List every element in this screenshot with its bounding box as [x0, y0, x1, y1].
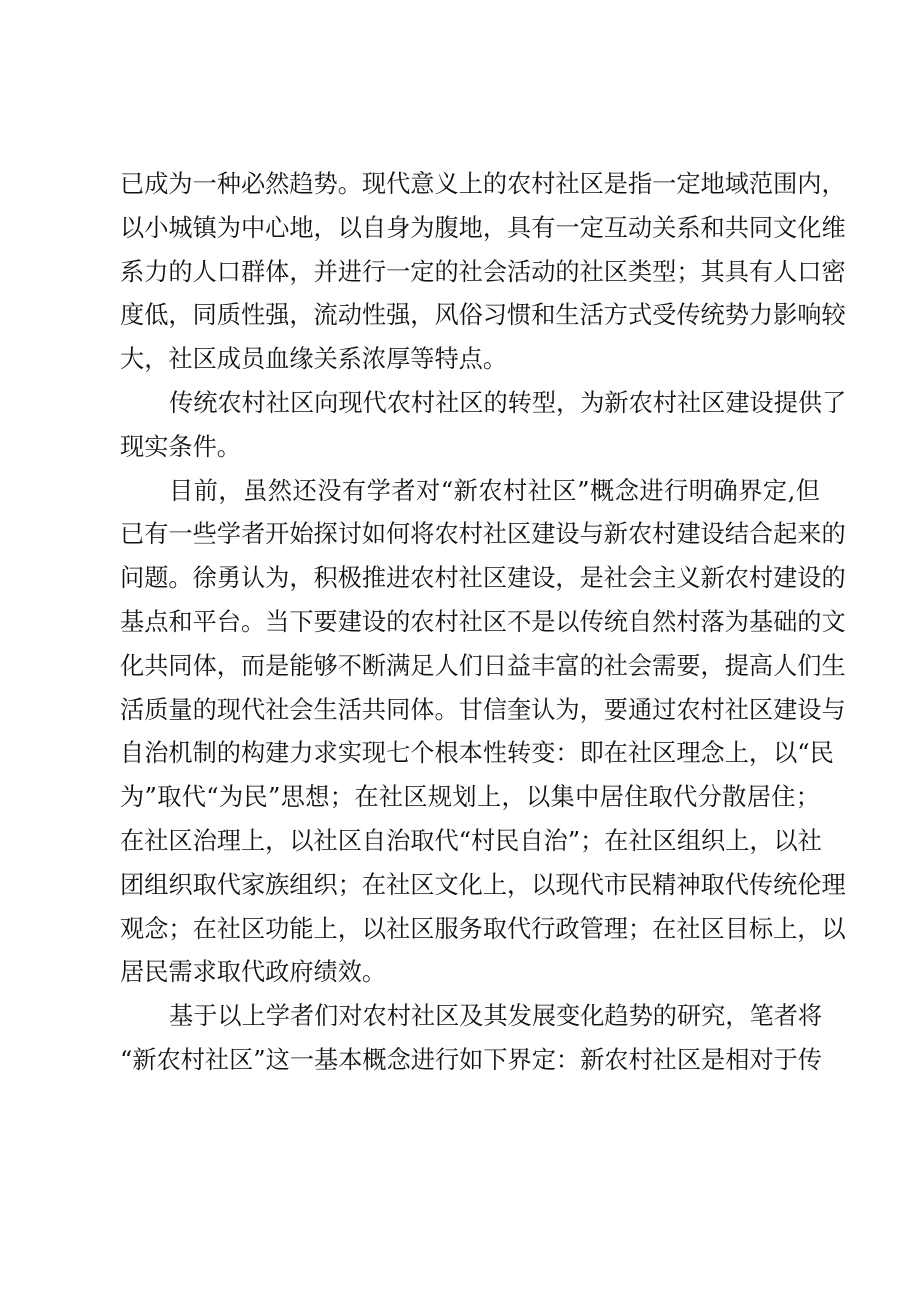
text-line: 化共同体，而是能够不断满足人们日益丰富的社会需要，提高人们生 [120, 651, 846, 680]
text-line: 传统农村社区向现代农村社区的转型，为新农村社区建设提供了 [169, 388, 847, 417]
text-line: 大，社区成员血缘关系浓厚等特点。 [120, 345, 508, 374]
paragraph [120, 470, 846, 996]
text-line: 以小城镇为中心地，以自身为腹地，具有一定互动关系和共同文化维 [120, 213, 846, 242]
text-line: 自治机制的构建力求实现七个根本性转变：即在社区理念上，以“民 [120, 739, 834, 768]
paragraph [120, 995, 823, 1083]
body-text [120, 163, 847, 1083]
text-line: 现实条件。 [120, 432, 241, 461]
text-line: 团组织取代家族组织；在社区文化上，以现代市民精神取代传统伦理 [120, 870, 846, 899]
text-line: 已有一些学者开始探讨如何将农村社区建设与新农村建设结合起来的 [120, 520, 846, 549]
text-line: 基于以上学者们对农村社区及其发展变化趋势的研究，笔者将 [169, 1002, 823, 1031]
text-line: 观念；在社区功能上，以社区服务取代行政管理；在社区目标上，以 [120, 914, 846, 943]
text-line: 已成为一种必然趋势。现代意义上的农村社区是指一定地域范围内， [120, 170, 846, 198]
text-line: 在社区治理上，以社区自治取代“村民自治”；在社区组织上，以社 [120, 826, 822, 855]
text-line: 为”取代“为民”思想；在社区规划上，以集中居住取代分散居住； [120, 783, 820, 812]
paragraph [120, 382, 847, 470]
text-line: 居民需求取代政府绩效。 [120, 958, 387, 987]
text-line: 基点和平台。当下要建设的农村社区不是以传统自然村落为基础的文 [120, 607, 846, 636]
text-line: 系力的人口群体，并进行一定的社会活动的社区类型；其具有人口密 [120, 257, 846, 286]
text-line: 活质量的现代社会生活共同体。甘信奎认为，要通过农村社区建设与 [120, 695, 846, 724]
text-line: 目前，虽然还没有学者对“新农村社区”概念进行明确界定,但 [169, 476, 820, 505]
text-line: “新农村社区”这一基本概念进行如下界定：新农村社区是相对于传 [120, 1045, 822, 1074]
paragraph [120, 163, 846, 382]
text-line: 度低，同质性强，流动性强，风俗习惯和生活方式受传统势力影响较 [120, 301, 846, 330]
text-line: 问题。徐勇认为，积极推进农村社区建设，是社会主义新农村建设的 [120, 564, 846, 593]
